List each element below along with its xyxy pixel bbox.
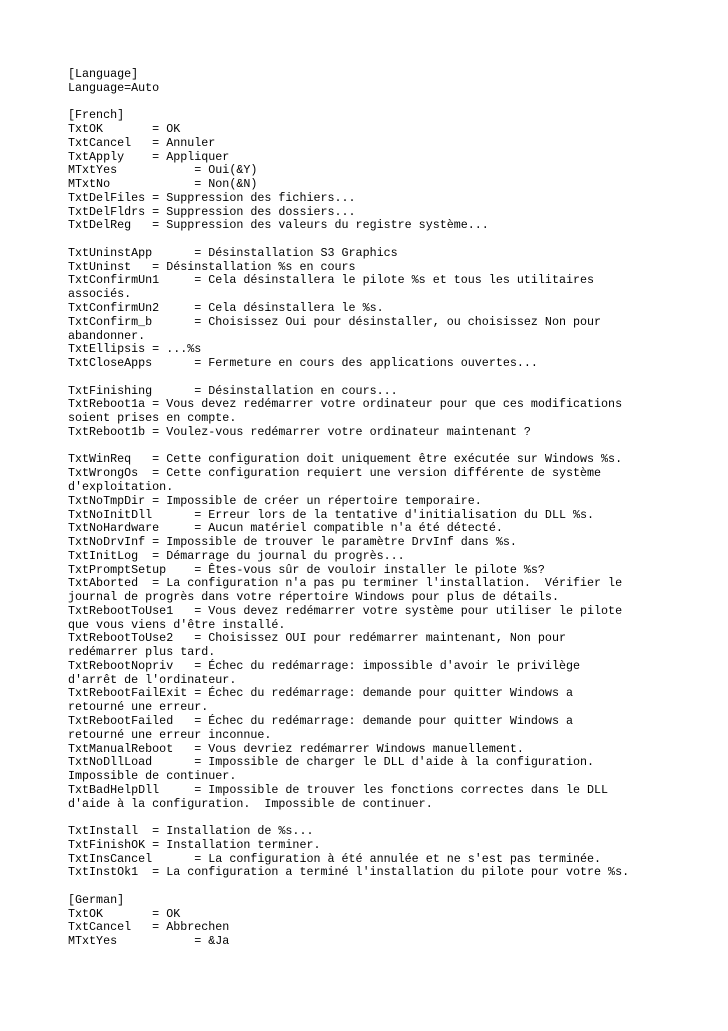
text-line: MTxtYes = &Ja [68, 934, 230, 949]
text-line: TxtAborted = La configuration n'a pas pu terminer l'installation. Vérifier le [68, 576, 623, 591]
text-line: TxtBadHelpDll = Impossible de trouver les fonctions correctes dans le DLL [68, 782, 609, 797]
text-line: TxtRebootToUse1 = Vous devez redémarrer votre système pour utiliser le pilote [68, 603, 623, 618]
text-line: Impossible de continuer. [68, 769, 237, 784]
text-line: journal de progrès dans votre répertoire Windows pour plus de détails. [68, 590, 559, 605]
text-line: TxtCloseApps = Fermeture en cours des applications ouvertes... [68, 356, 538, 371]
text-line: TxtWrongOs = Cette configuration requiert une version différente de système [68, 466, 602, 481]
text-line: TxtInitLog = Démarrage du journal du progrès... [68, 548, 405, 563]
document-text [68, 68, 708, 949]
blank-line [68, 96, 708, 110]
text-line: TxtOK = OK [68, 906, 181, 921]
text-line: soient prises en compte. [68, 411, 237, 426]
text-line: MTxtNo = Non(&N) [68, 177, 258, 192]
text-line: MTxtYes = Oui(&Y) [68, 163, 258, 178]
text-line: TxtReboot1b = Voulez-vous redémarrer votre ordinateur maintenant ? [68, 424, 531, 439]
text-line: abandonner. [68, 328, 146, 343]
text-line: TxtRebootFailed = Échec du redémarrage: demande pour quitter Windows a [68, 713, 573, 728]
text-line: TxtWinReq = Cette configuration doit uniquement être exécutée sur Windows %s. [68, 452, 623, 467]
text-line: TxtRebootNopriv = Échec du redémarrage: impossible d'avoir le privilège [68, 658, 580, 673]
text-line: TxtFinishing = Désinstallation en cours... [68, 383, 398, 398]
text-line: TxtNoTmpDir = Impossible de créer un répertoire temporaire. [68, 493, 482, 508]
text-line: TxtCancel = Abbrechen [68, 920, 230, 935]
text-line: TxtDelFldrs = Suppression des dossiers... [68, 204, 356, 219]
text-line: d'exploitation. [68, 479, 174, 494]
text-line: d'aide à la configuration. Impossible de continuer. [68, 796, 433, 811]
text-line: TxtCancel = Annuler [68, 135, 216, 150]
text-line: que vous viens d'être installé. [68, 617, 286, 632]
text-line: TxtApply = Appliquer [68, 149, 230, 164]
text-line: TxtManualReboot = Vous devriez redémarrer Windows manuellement. [68, 741, 524, 756]
text-line: redémarrer plus tard. [68, 645, 216, 660]
text-line: TxtUninst = Désinstallation %s en cours [68, 259, 356, 274]
blank-line [68, 233, 708, 247]
text-line: TxtInstall = Installation de %s... [68, 824, 314, 839]
text-line: TxtEllipsis = ...%s [68, 342, 202, 357]
text-line: TxtRebootFailExit = Échec du redémarrage: demande pour quitter Windows a [68, 686, 573, 701]
text-line: TxtNoInitDll = Erreur lors de la tentative d'initialisation du DLL %s. [68, 507, 595, 522]
text-line: associés. [68, 287, 132, 302]
text-line: TxtConfirm_b = Choisissez Oui pour désinstaller, ou choisissez Non pour [68, 314, 602, 329]
blank-line [68, 811, 708, 825]
text-line: [French] [68, 108, 125, 123]
text-line: TxtNoDllLoad = Impossible de charger le DLL d'aide à la configuration. [68, 755, 595, 770]
text-line: Language=Auto [68, 80, 160, 95]
text-line: TxtFinishOK = Installation terminer. [68, 837, 321, 852]
blank-line [68, 440, 708, 454]
text-line: TxtNoHardware = Aucun matériel compatible n'a été détecté. [68, 521, 503, 536]
text-line: TxtConfirmUn1 = Cela désinstallera le pilote %s et tous les utilitaires [68, 273, 595, 288]
text-line: TxtPromptSetup = Êtes-vous sûr de vouloir installer le pilote %s? [68, 562, 545, 577]
text-line: TxtInstOk1 = La configuration a terminé l'installation du pilote pour votre %s. [68, 865, 630, 880]
text-line: TxtOK = OK [68, 122, 181, 137]
text-line: TxtNoDrvInf = Impossible de trouver le paramètre DrvInf dans %s. [68, 535, 517, 550]
blank-line [68, 371, 708, 385]
text-line: [Language] [68, 67, 139, 81]
text-line: TxtReboot1a = Vous devez redémarrer votre ordinateur pour que ces modifications [68, 397, 623, 412]
text-line: TxtInsCancel = La configuration à été annulée et ne s'est pas terminée. [68, 851, 602, 866]
text-line: TxtUninstApp = Désinstallation S3 Graphics [68, 245, 398, 260]
text-line: TxtConfirmUn2 = Cela désinstallera le %s. [68, 301, 384, 316]
text-line: TxtRebootToUse2 = Choisissez OUI pour redémarrer maintenant, Non pour [68, 631, 566, 646]
blank-line [68, 880, 708, 894]
text-line: [German] [68, 892, 125, 907]
text-line: retourné une erreur inconnue. [68, 727, 272, 742]
text-line: d'arrêt de l'ordinateur. [68, 672, 237, 687]
text-line: TxtDelReg = Suppression des valeurs du registre système... [68, 218, 489, 233]
text-line: retourné une erreur. [68, 700, 209, 715]
text-line: TxtDelFiles = Suppression des fichiers... [68, 190, 356, 205]
